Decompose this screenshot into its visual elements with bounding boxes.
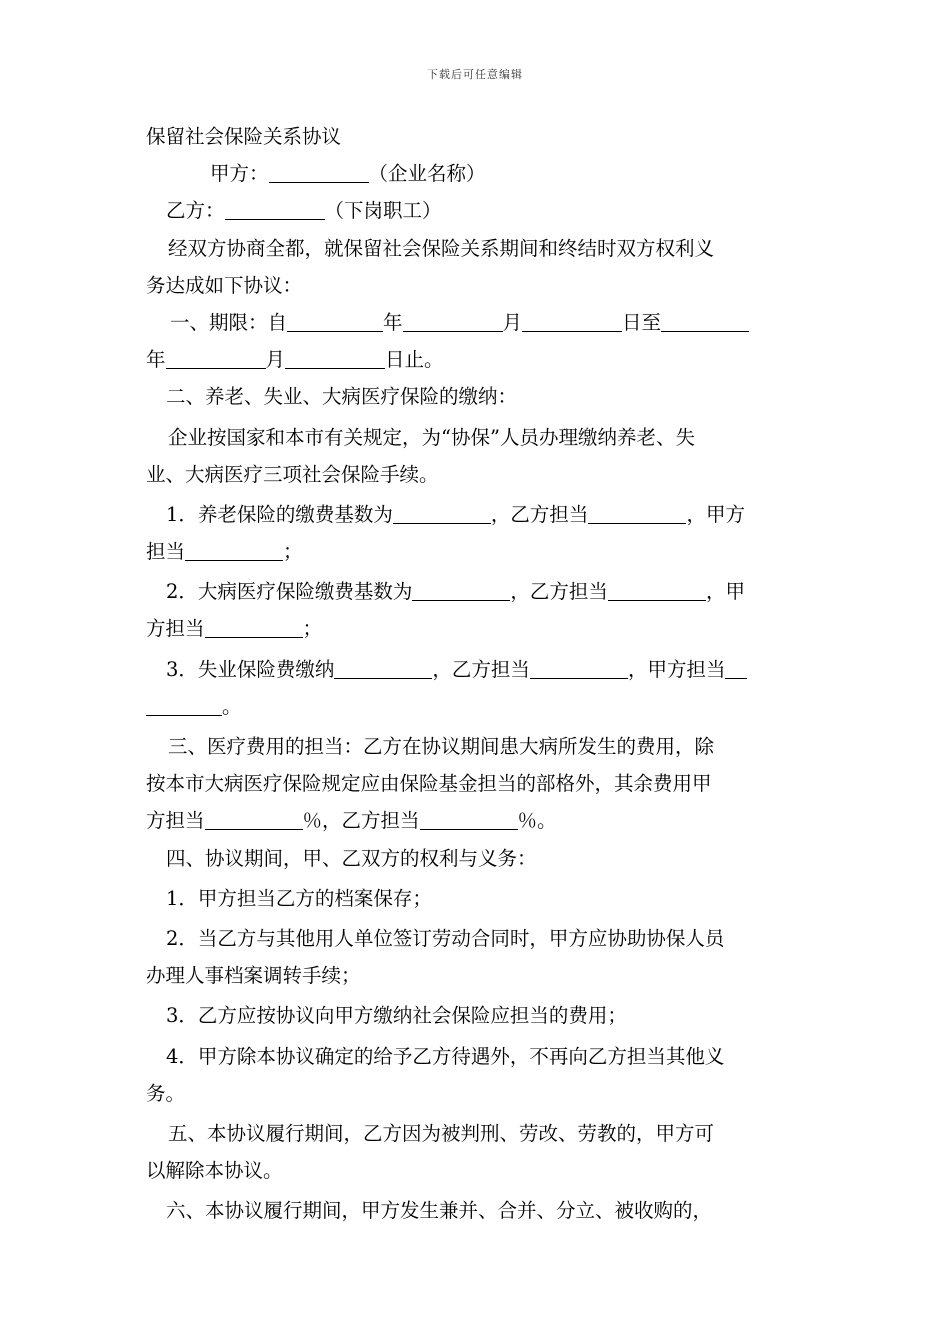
term-line-1 (146, 304, 808, 341)
section2-intro-line-1: 企业按国家和本市有关规定，为“协保”人员办理缴纳养老、失 (168, 425, 695, 449)
term-day-to-text: 日至 (622, 310, 662, 334)
term-prefix: 一、期限：自 (170, 310, 288, 334)
section3-text-c: ％。 (517, 809, 557, 833)
item3-amount-blank[interactable] (334, 656, 432, 679)
term-year-text-2: 年 (146, 348, 166, 372)
item1-line-2 (146, 533, 808, 570)
item3-text-a: 3．失业保险费缴纳 (166, 657, 335, 681)
item1-text-a: 1．养老保险的缴费基数为 (166, 502, 393, 526)
term-end-day-blank[interactable] (285, 346, 385, 369)
section3-text-a: 方担当 (146, 809, 205, 833)
party-b-label: 乙方： (166, 199, 225, 223)
item3-text-e: 。 (222, 694, 242, 718)
section3-partya-percent-blank[interactable] (205, 807, 303, 830)
intro-line-2: 务达成如下协议： (146, 273, 303, 297)
page-header: 下载后可任意编辑 (427, 68, 523, 81)
item3-partya-blank-end[interactable] (146, 693, 222, 716)
item1-text-b: ，乙方担当 (490, 502, 589, 526)
party-a-note: （企业名称） (368, 162, 486, 186)
item2-text-a: 2．大病医疗保险缴费基数为 (166, 580, 413, 604)
section2-title: 二、养老、失业、大病医疗保险的缴纳： (166, 385, 518, 409)
item3-text-c: ，甲方担当 (627, 657, 726, 681)
item3-partyb-blank[interactable] (530, 656, 628, 679)
section3-text-b: ％，乙方担当 (302, 809, 420, 833)
s4-item2-line-2: 办理人事档案调转手续； (146, 964, 361, 988)
party-b-note: （下岗职工） (324, 199, 442, 223)
item3-text-b: ，乙方担当 (432, 657, 530, 681)
item2-text-b: ，乙方担当 (510, 580, 608, 604)
item1-text-e: ； (283, 540, 303, 564)
term-end-year-blank[interactable] (661, 309, 749, 332)
item2-partya-blank[interactable] (205, 615, 303, 638)
term-start-month-blank[interactable] (403, 309, 503, 332)
section2-intro-line-2: 业、大病医疗三项社会保险手续。 (146, 462, 439, 486)
term-month-text-2: 月 (265, 348, 286, 372)
s4-item2-line-1: 2．当乙方与其他用人单位签订劳动合同时，甲方应协助协保人员 (166, 926, 725, 950)
item2-partyb-blank[interactable] (608, 578, 706, 601)
document-body (146, 118, 808, 1229)
section3-line-3 (146, 802, 808, 839)
section5-line-2: 以解除本协议。 (146, 1159, 283, 1183)
party-a-line (146, 155, 808, 192)
party-a-blank[interactable] (269, 160, 369, 183)
item2-text-e: ； (302, 617, 323, 641)
party-b-blank[interactable] (225, 197, 325, 220)
term-year-text: 年 (383, 310, 403, 334)
item1-partya-blank[interactable] (185, 538, 283, 561)
item2-line-1 (146, 573, 808, 610)
item2-text-c: ，甲 (705, 580, 745, 604)
term-line-2 (146, 341, 808, 378)
section4-title: 四、协议期间，甲、乙双方的权利与义务： (166, 846, 537, 870)
item1-line-1 (146, 496, 808, 533)
s4-item1: 1．甲方担当乙方的档案保存； (166, 886, 432, 910)
section3-line-2: 按本市大病医疗保险规定应由保险基金担当的部格外，其余费用甲 (146, 772, 712, 796)
section3-partyb-percent-blank[interactable] (420, 807, 518, 830)
document-title: 保留社会保险关系协议 (146, 125, 342, 148)
term-month-text: 月 (502, 310, 523, 334)
term-start-day-blank[interactable] (522, 309, 622, 332)
term-start-year-blank[interactable] (287, 309, 383, 332)
section5-line-1: 五、本协议履行期间，乙方因为被判刑、劳改、劳教的，甲方可 (168, 1121, 715, 1145)
item1-base-blank[interactable] (393, 501, 491, 524)
party-b-line (146, 192, 808, 229)
term-end-month-blank[interactable] (166, 346, 266, 369)
item1-partyb-blank[interactable] (588, 501, 686, 524)
section6-line-1: 六、本协议履行期间，甲方发生兼并、合并、分立、被收购的， (166, 1199, 713, 1223)
item3-line-2 (146, 688, 808, 725)
item3-line-1 (146, 651, 808, 688)
item2-line-2 (146, 610, 808, 647)
item2-base-blank[interactable] (412, 578, 510, 601)
section3-line-1: 三、医疗费用的担当：乙方在协议期间患大病所发生的费用，除 (168, 735, 715, 758)
s4-item4-line-2: 务。 (146, 1081, 186, 1105)
party-a-label: 甲方： (210, 162, 269, 186)
term-end-text: 日止。 (385, 348, 444, 372)
s4-item3: 3．乙方应按协议向甲方缴纳社会保险应担当的费用； (166, 1004, 627, 1028)
s4-item4-line-1: 4．甲方除本协议确定的给予乙方待遇外，不再向乙方担当其他义 (166, 1044, 725, 1068)
item1-text-c: ，甲方 (686, 502, 745, 526)
intro-line-1: 经双方协商全都，就保留社会保险关系期间和终结时双方权利义 (168, 236, 715, 260)
item3-partya-blank-start[interactable] (725, 656, 747, 679)
item2-text-d: 方担当 (146, 617, 205, 641)
item1-text-d: 担当 (146, 540, 186, 564)
